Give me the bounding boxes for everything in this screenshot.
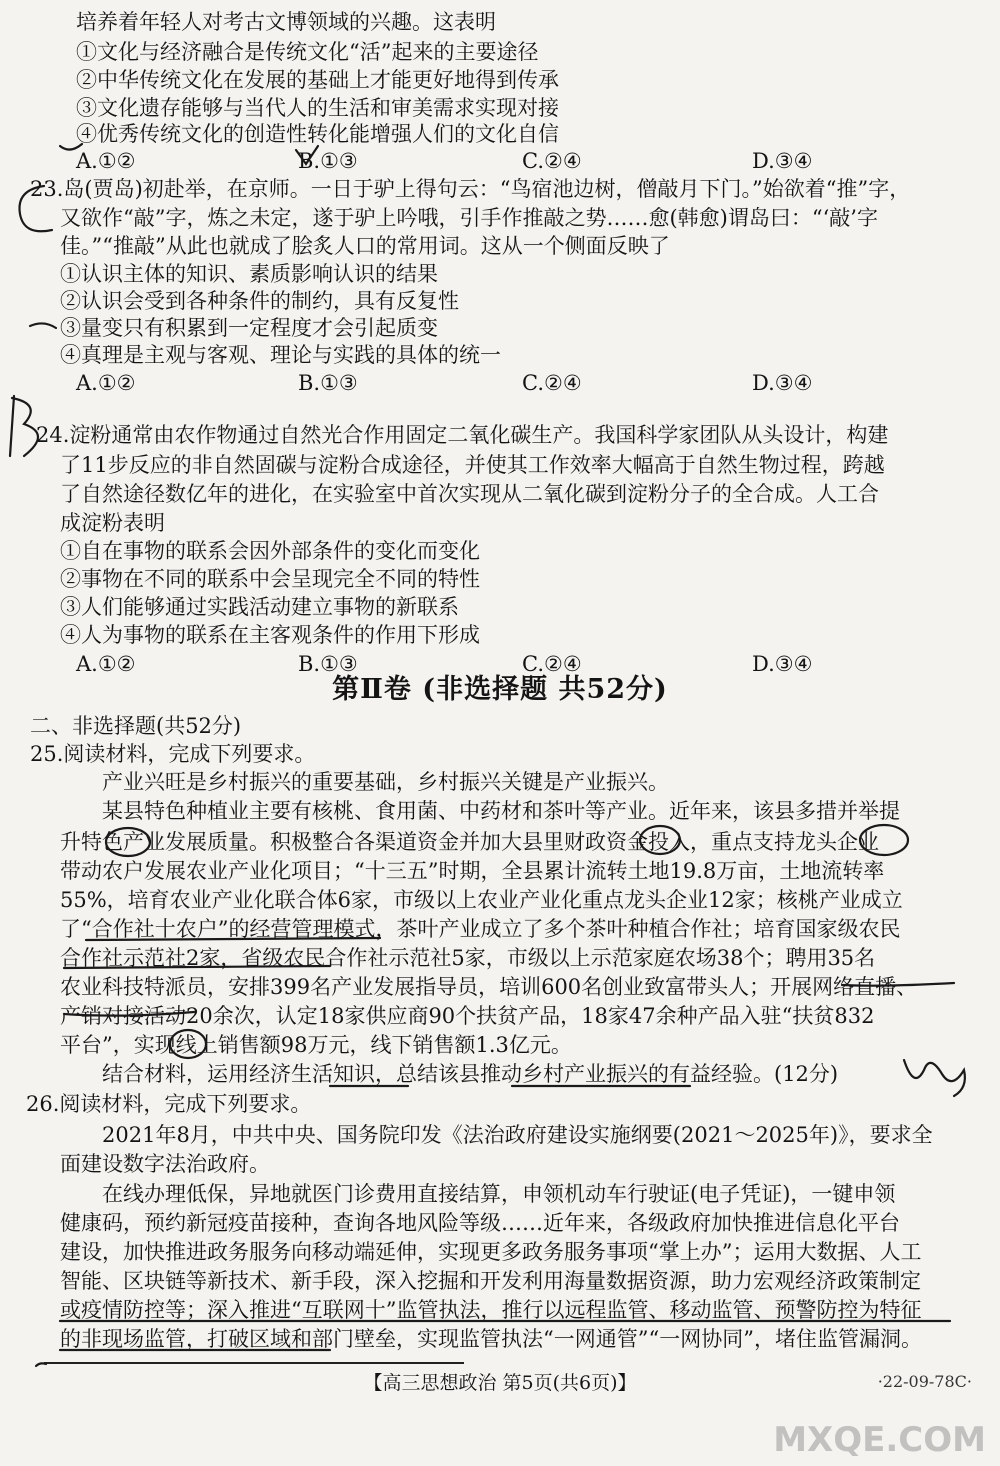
q22-item-3: ③文化遗存能够与当代人的生活和审美需求实现对接 <box>76 96 559 120</box>
q26-line-4: 健康码，预约新冠疫苗接种，查询各地风险等级……近年来，各级政府加快推进信息化平台 <box>60 1211 900 1235</box>
q23-line-1: 23.岛(贾岛)初赴举，在京师。一日于驴上得句云：“鸟宿池边树，僧敲月下门。”始欲着“推”字， <box>30 177 911 201</box>
pen-signature <box>904 1060 965 1096</box>
q25-line-7: 合作社示范社2家，省级农民合作社示范社5家，市级以上示范家庭农场38个；聘用35名 <box>60 946 876 970</box>
paper-code: ·22-09-78C· <box>877 1372 972 1391</box>
q23-item-1: ①认识主体的知识、素质影响认识的结果 <box>60 262 438 286</box>
q23-option-b: B.①③ <box>298 371 358 395</box>
q23-option-c: C.②④ <box>522 371 582 395</box>
q22-option-b: B.①③ <box>298 149 358 173</box>
q23-item-3: ③量变只有积累到一定程度才会引起质变 <box>60 316 438 340</box>
q23-line-3: 佳。”“推敲”从此也就成了脍炙人口的常用词。这从一个侧面反映了 <box>60 234 670 258</box>
q23-item-4: ④真理是主观与客观、理论与实践的具体的统一 <box>60 343 501 367</box>
q26-line-8: 的非现场监管，打破区域和部门壁垒，实现监管执法“一网通管”“一网协同”，堵住监管漏洞。 <box>60 1327 922 1351</box>
page-footer: 【高三思想政治 第5页(共6页)】 <box>363 1372 637 1394</box>
q22-item-1: ①文化与经济融合是传统文化“活”起来的主要途径 <box>76 40 539 64</box>
q24-line-1: 24.淀粉通常由农作物通过自然光合作用固定二氧化碳生产。我国科学家团队从头设计，构建 <box>36 423 889 447</box>
q24-option-d: D.③④ <box>752 652 813 676</box>
section-title: 第Ⅱ卷 (非选择题 共52分) <box>332 674 668 705</box>
q23-option-a: A.①② <box>76 371 136 395</box>
q26-line-6: 智能、区块链等新技术、新手段，深入挖掘和开发利用海量数据资源，助力宏观经济政策制定 <box>60 1269 921 1293</box>
q22-item-4: ④优秀传统文化的创造性转化能增强人们的文化自信 <box>76 122 559 146</box>
pen-stroke <box>30 323 56 328</box>
q22-option-d: D.③④ <box>752 149 813 173</box>
pen-letter-b <box>10 396 38 456</box>
watermark-logo: MXQE.COM <box>773 1420 986 1460</box>
q24-item-3: ③人们能够通过实践活动建立事物的新联系 <box>60 595 459 619</box>
q24-item-4: ④人为事物的联系在主客观条件的作用下形成 <box>60 623 480 647</box>
q22-item-2: ②中华传统文化在发展的基础上才能更好地得到传承 <box>76 68 559 92</box>
q25-line-10: 平台”，实现线上销售额98万元，线下销售额1.3亿元。 <box>60 1033 572 1057</box>
q24-item-1: ①自在事物的联系会因外部条件的变化而变化 <box>60 539 480 563</box>
q24-option-a: A.①② <box>76 652 136 676</box>
q24-line-2: 了11步反应的非自然固碳与淀粉合成途径，并使其工作效率大幅高于自然生物过程，跨越 <box>60 453 885 477</box>
q25-line-8: 农业科技特派员，安排399名产业发展指导员，培训600名创业致富带头人；开展网络直播、 <box>60 975 918 999</box>
q22-options <box>76 147 956 175</box>
q25-task: 结合材料，运用经济生活知识，总结该县推动乡村产业振兴的有益经验。(12分) <box>102 1062 839 1086</box>
q25-line-9: 产销对接活动20余次，认定18家供应商90个扶贫产品，18家47余种产品入驻“扶贫832 <box>60 1004 875 1028</box>
q23-option-d: D.③④ <box>752 371 813 395</box>
part-heading: 二、非选择题(共52分) <box>30 714 242 738</box>
q25-line-2: 某县特色种植业主要有核桃、食用菌、中药材和茶叶等产业。近年来，该县多措并举提 <box>102 799 900 823</box>
q23-line-2: 又欲作“敲”字，炼之未定，遂于驴上吟哦，引手作推敲之势……愈(韩愈)谓岛曰：“‘敲’字 <box>60 206 878 230</box>
q25-line-3: 升特色产业发展质量。积极整合各渠道资金并加大县里财政资金投入，重点支持龙头企业 <box>60 830 879 854</box>
q26-line-1: 2021年8月，中共中央、国务院印发《法治政府建设实施纲要(2021～2025年)》，要求全 <box>102 1123 933 1147</box>
q23-item-2: ②认识会受到各种条件的制约，具有反复性 <box>60 289 459 313</box>
q26-line-3: 在线办理低保，异地就医门诊费用直接结算，申领机动车行驶证(电子凭证)，一键申领 <box>102 1182 896 1206</box>
footer-rule <box>44 1362 464 1364</box>
q24-option-b: B.①③ <box>298 652 358 676</box>
q26-line-2: 面建设数字法治政府。 <box>60 1152 270 1176</box>
q22-option-c: C.②④ <box>522 149 582 173</box>
q24-line-3: 了自然途径数亿年的进化，在实验室中首次实现从二氧化碳到淀粉分子的全合成。人工合 <box>60 482 879 506</box>
q24-option-c: C.②④ <box>522 652 582 676</box>
q25-line-6: 了“合作社十农户”的经营管理模式，茶叶产业成立了多个茶叶种植合作社；培育国家级农民 <box>60 917 901 941</box>
q22-lead: 培养着年轻人对考古文博领域的兴趣。这表明 <box>76 10 496 34</box>
q24-item-2: ②事物在不同的联系中会呈现完全不同的特性 <box>60 567 480 591</box>
q25-line-5: 55%，培育农业产业化联合体6家，市级以上农业产业化重点龙头企业12家；核桃产业成立 <box>60 888 903 912</box>
q25-heading: 25.阅读材料，完成下列要求。 <box>30 742 316 766</box>
q24-line-4: 成淀粉表明 <box>60 511 165 535</box>
q26-line-5: 建设，加快推进政务服务向移动端延伸，实现更多政务服务事项“掌上办”；运用大数据、人工 <box>60 1240 922 1264</box>
q26-line-7: 或疫情防控等；深入推进“互联网十”监管执法，推行以远程监管、移动监管、预警防控为特征 <box>60 1298 922 1322</box>
q26-heading: 26.阅读材料，完成下列要求。 <box>26 1092 312 1116</box>
q23-options <box>76 369 956 397</box>
q25-line-1: 产业兴旺是乡村振兴的重要基础，乡村振兴关键是产业振兴。 <box>102 770 669 794</box>
q22-option-a: A.①② <box>76 149 136 173</box>
q25-line-4: 带动农户发展农业产业化项目；“十三五”时期，全县累计流转土地19.8万亩，土地流转率 <box>60 859 885 883</box>
